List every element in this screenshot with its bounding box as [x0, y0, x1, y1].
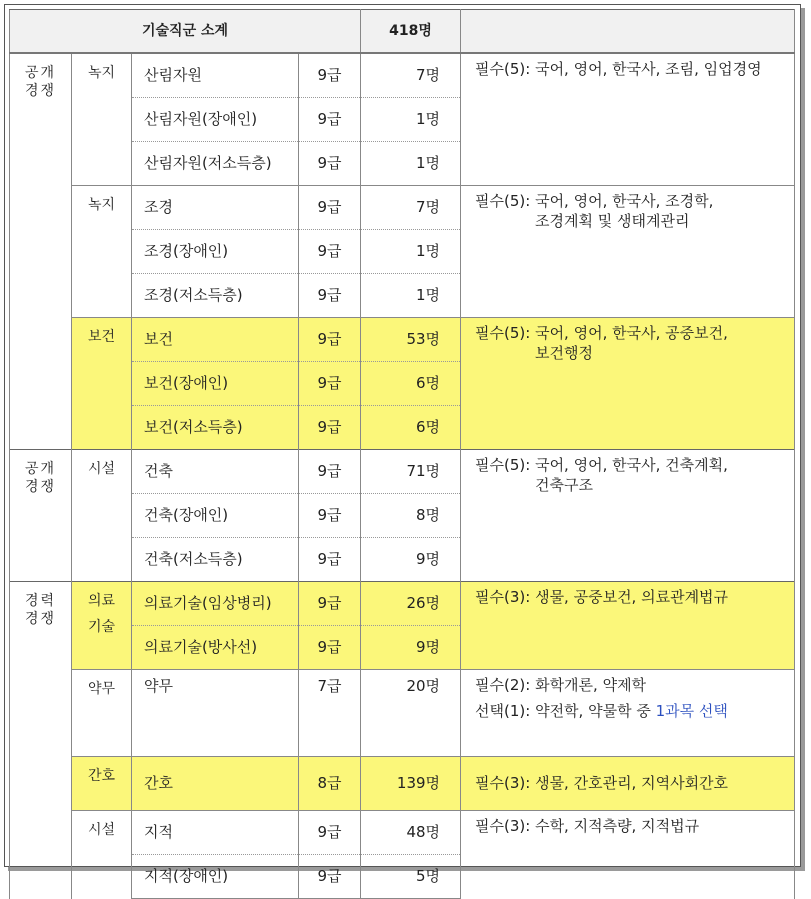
table-row [10, 186, 795, 230]
requirement-choice-note: 1과목 선택 [655, 701, 728, 720]
category-label-1: 경력 [24, 593, 57, 609]
job-name: 보건(저소득층) [132, 406, 299, 450]
job-name: 지적(장애인) [132, 855, 299, 899]
job-grade: 9급 [299, 406, 361, 450]
requirement-line-2: 보건행정 [535, 343, 593, 362]
job-count: 8명 [361, 494, 461, 538]
job-name: 보건 [132, 318, 299, 362]
subcategory-label-2: 기술 [87, 619, 116, 636]
recruitment-table [9, 9, 795, 899]
job-name: 조경(저소득층) [132, 274, 299, 318]
subcategory-label-1: 의료 [87, 593, 116, 609]
job-grade: 9급 [299, 186, 361, 230]
table-row [10, 811, 795, 855]
job-grade: 9급 [299, 98, 361, 142]
subcategory-cell: 녹지 [72, 53, 132, 186]
job-count: 5명 [361, 855, 461, 899]
subject-requirement: 필수(5): 국어, 영어, 한국사, 조림, 임업경영 [461, 53, 795, 186]
job-count: 71명 [361, 450, 461, 494]
subcategory-cell: 간호 [72, 757, 132, 811]
job-grade: 9급 [299, 855, 361, 899]
job-count: 1명 [361, 274, 461, 318]
job-count: 6명 [361, 362, 461, 406]
header-title: 기술직군 소계 [10, 10, 361, 54]
job-count: 7명 [361, 53, 461, 98]
job-name: 산림자원(장애인) [132, 98, 299, 142]
requirement-choice-text: 선택(1): 약전학, 약물학 중 [475, 701, 656, 720]
job-grade: 9급 [299, 811, 361, 855]
requirement-line-1: 필수(2): 화학개론, 약제학 [475, 676, 647, 694]
table-row [10, 670, 795, 757]
job-grade: 9급 [299, 362, 361, 406]
table-row [10, 450, 795, 494]
subcategory-cell: 시설 [72, 450, 132, 582]
job-count: 6명 [361, 406, 461, 450]
job-grade: 9급 [299, 450, 361, 494]
subcategory-cell: 약무 [72, 670, 132, 757]
job-count: 7명 [361, 186, 461, 230]
job-count: 1명 [361, 98, 461, 142]
job-name: 보건(장애인) [132, 362, 299, 406]
subcategory-cell: 보건 [72, 318, 132, 450]
job-grade: 9급 [299, 274, 361, 318]
subcategory-cell: 녹지 [72, 186, 132, 318]
subject-requirement: 필수(3): 생물, 간호관리, 지역사회간호 [461, 757, 795, 811]
job-name: 조경 [132, 186, 299, 230]
job-name: 산림자원(저소득층) [132, 142, 299, 186]
category-label-1: 공개 [24, 461, 57, 477]
job-grade: 9급 [299, 626, 361, 670]
table-header-row [10, 10, 795, 54]
category-label-2: 경쟁 [24, 611, 57, 628]
job-grade: 9급 [299, 538, 361, 582]
job-grade: 9급 [299, 230, 361, 274]
subject-requirement: 필수(3): 생물, 공중보건, 의료관계법규 [461, 582, 795, 670]
requirement-line-1: 필수(5): 국어, 영어, 한국사, 건축계획, [475, 456, 728, 474]
subject-requirement [461, 450, 795, 582]
job-count: 53명 [361, 318, 461, 362]
requirement-line-2: 조경계획 및 생태계관리 [535, 211, 690, 230]
job-count: 48명 [361, 811, 461, 855]
requirement-line-2 [475, 702, 790, 722]
job-count: 9명 [361, 538, 461, 582]
subject-requirement [461, 670, 795, 757]
job-grade: 9급 [299, 142, 361, 186]
category-label-1: 공개 [24, 65, 57, 81]
category-cell [10, 450, 72, 582]
job-count: 9명 [361, 626, 461, 670]
job-grade: 7급 [299, 670, 361, 757]
job-name: 지적 [132, 811, 299, 855]
requirement-line-1: 필수(5): 국어, 영어, 한국사, 조경학, [475, 192, 714, 210]
requirement-line-2: 건축구조 [535, 475, 593, 494]
category-cell [10, 582, 72, 899]
job-name: 의료기술(임상병리) [132, 582, 299, 626]
job-name: 건축(장애인) [132, 494, 299, 538]
table-row [10, 53, 795, 98]
job-name: 건축(저소득층) [132, 538, 299, 582]
subcategory-cell: 시설 [72, 811, 132, 899]
job-grade: 9급 [299, 494, 361, 538]
table-row [10, 318, 795, 362]
table-row [10, 582, 795, 626]
job-grade: 9급 [299, 582, 361, 626]
header-total: 418명 [361, 10, 461, 54]
subject-requirement [461, 318, 795, 450]
job-count: 139명 [361, 757, 461, 811]
category-label-2: 경쟁 [24, 479, 57, 496]
job-name: 조경(장애인) [132, 230, 299, 274]
job-name: 약무 [132, 670, 299, 757]
header-empty [461, 10, 795, 54]
job-count: 20명 [361, 670, 461, 757]
job-name: 의료기술(방사선) [132, 626, 299, 670]
job-name: 산림자원 [132, 53, 299, 98]
table-row [10, 757, 795, 811]
subcategory-cell [72, 582, 132, 670]
job-name: 간호 [132, 757, 299, 811]
job-name: 건축 [132, 450, 299, 494]
job-count: 1명 [361, 230, 461, 274]
job-grade: 8급 [299, 757, 361, 811]
job-grade: 9급 [299, 318, 361, 362]
requirement-line-1: 필수(5): 국어, 영어, 한국사, 공중보건, [475, 324, 728, 342]
subject-requirement [461, 186, 795, 318]
job-grade: 9급 [299, 53, 361, 98]
job-count: 26명 [361, 582, 461, 626]
category-label-2: 경쟁 [24, 83, 57, 100]
subject-requirement: 필수(3): 수학, 지적측량, 지적법규 [461, 811, 795, 899]
category-cell [10, 53, 72, 450]
job-count: 1명 [361, 142, 461, 186]
